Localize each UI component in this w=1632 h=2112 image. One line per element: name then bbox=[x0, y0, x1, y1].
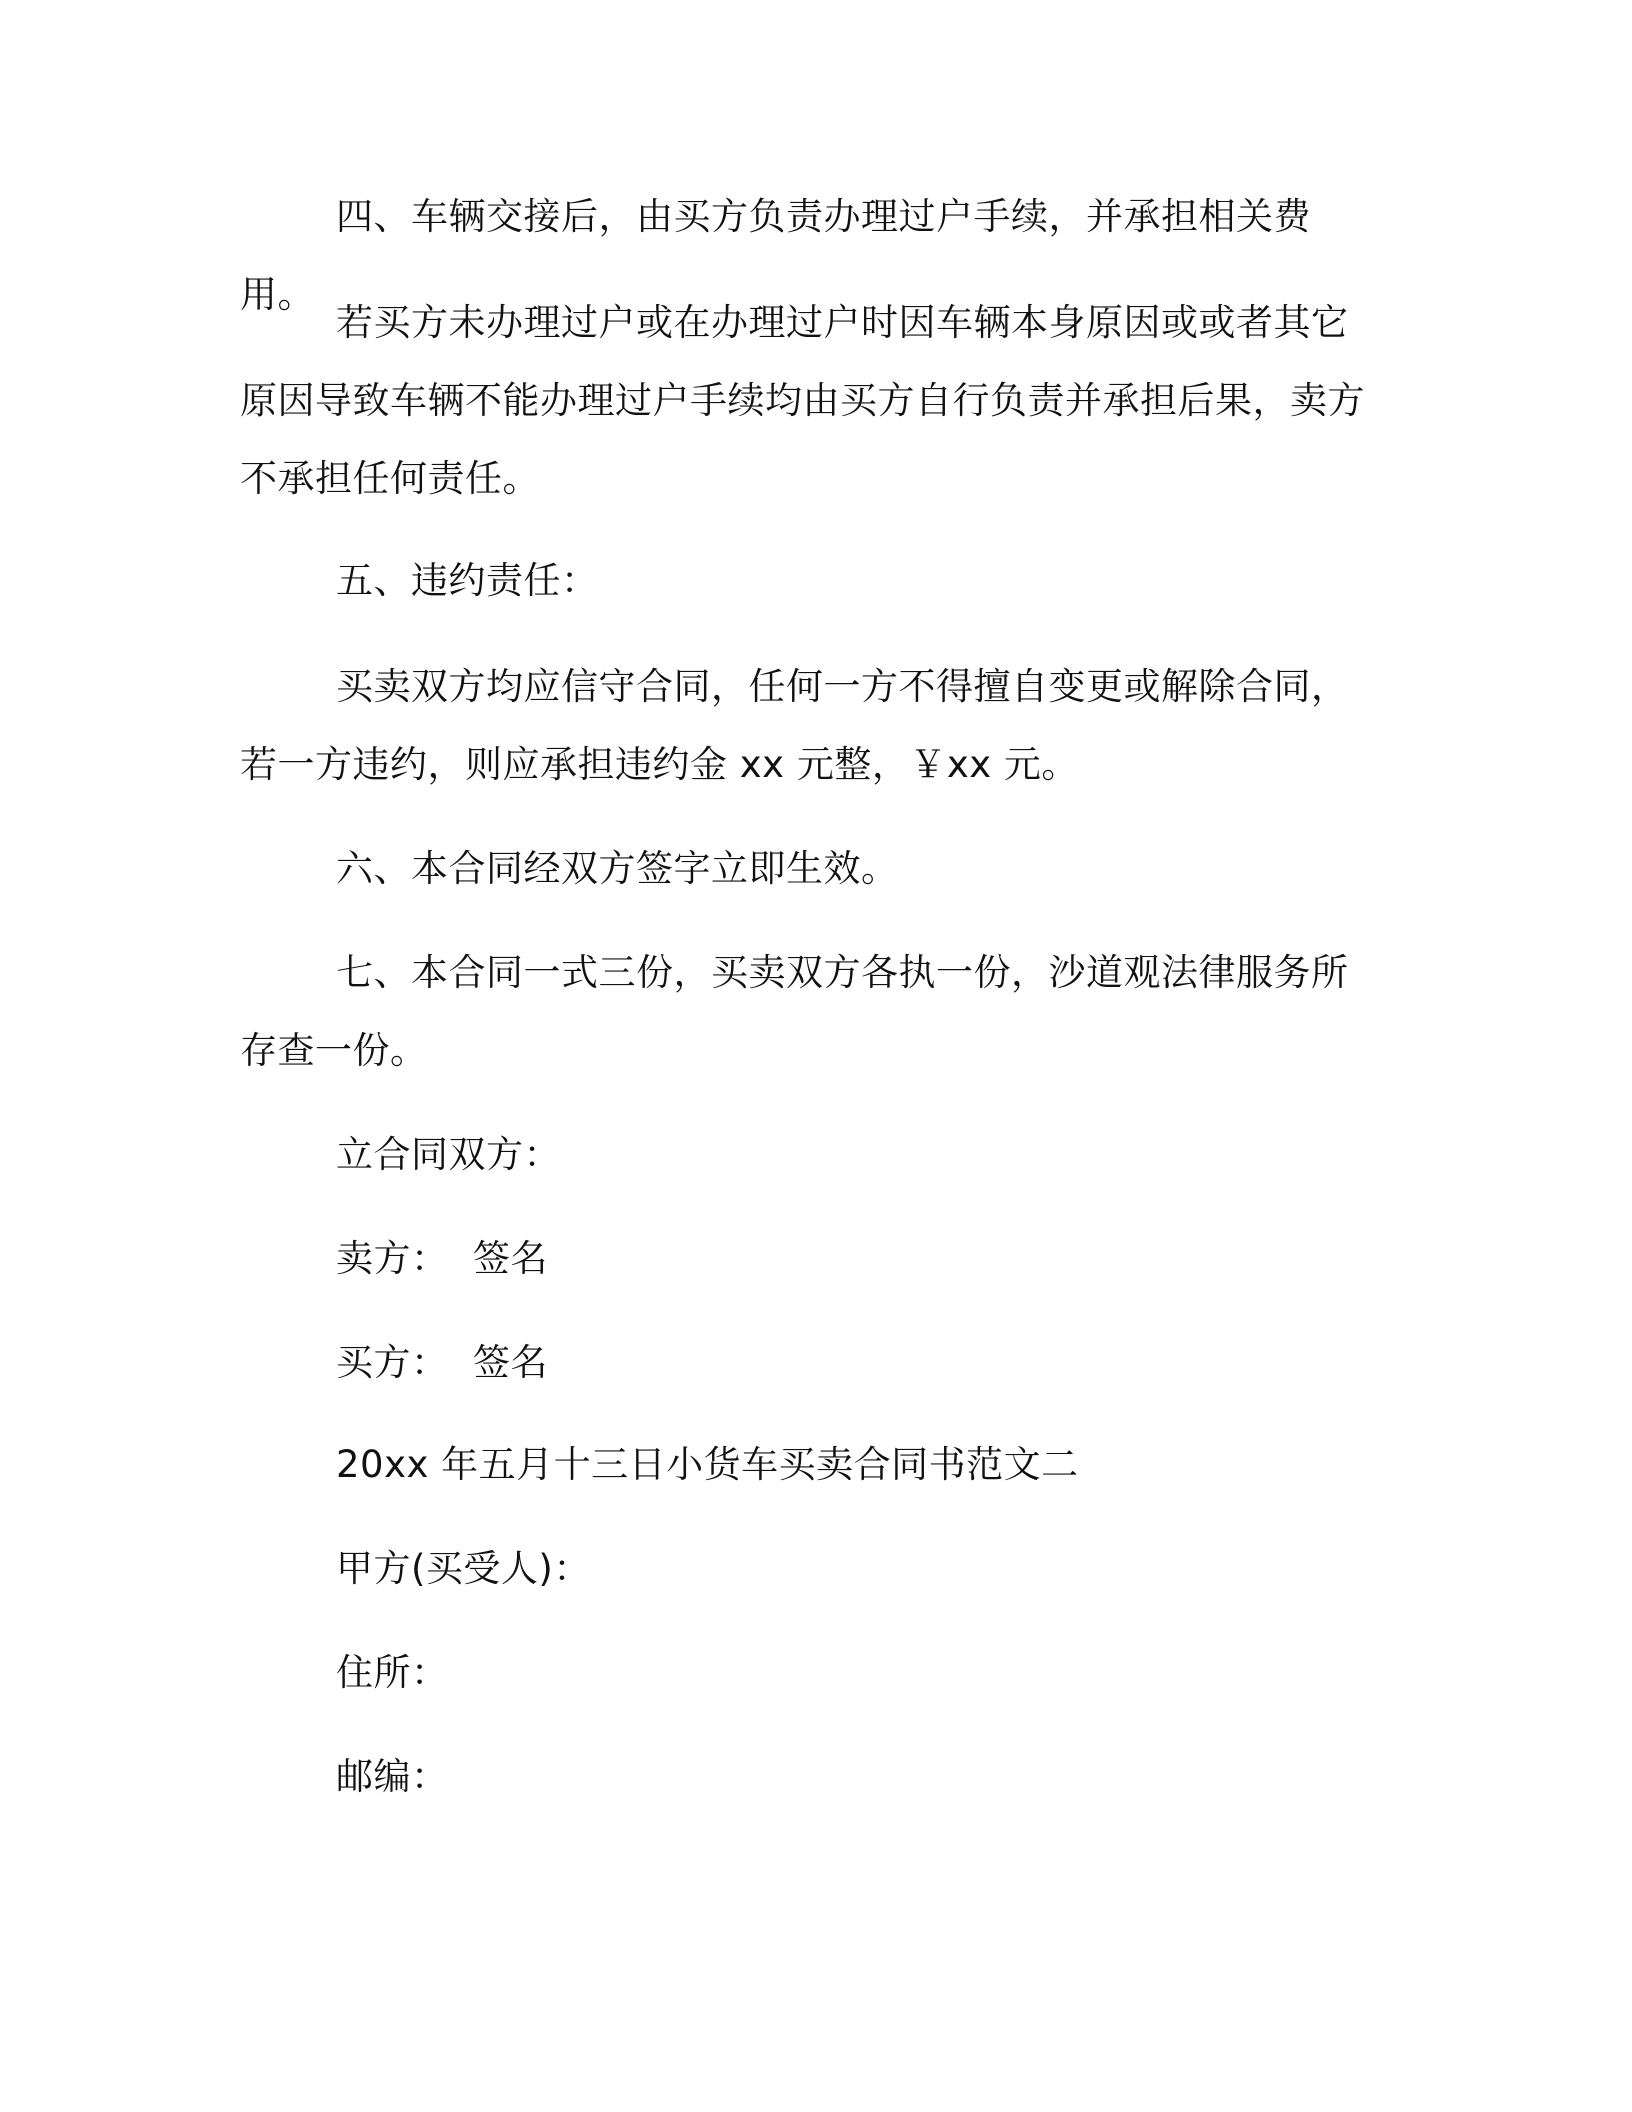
postcode-label: 邮编： bbox=[336, 1755, 449, 1798]
party-a-label: 甲方(买受人)： bbox=[336, 1547, 591, 1590]
parties-heading: 立合同双方： bbox=[336, 1133, 561, 1176]
clause-five-heading: 五、违约责任： bbox=[336, 559, 599, 602]
clause-four: 四、车辆交接后，由买方负责办理过户手续，并承担相关费用。 bbox=[240, 195, 1311, 316]
address-label: 住所： bbox=[336, 1651, 449, 1694]
buyer-signature-line: 买方： 签名 bbox=[336, 1341, 549, 1384]
clause-six: 六、本合同经双方签字立即生效。 bbox=[336, 847, 899, 890]
date-and-title-line: 20xx 年五月十三日小货车买卖合同书范文二 bbox=[336, 1443, 1079, 1486]
clause-five-detail: 买卖双方均应信守合同，任何一方不得擅自变更或解除合同，若一方违约，则应承担违约金 xx 元整，￥xx 元。 bbox=[240, 665, 1349, 786]
seller-signature-line: 卖方： 签名 bbox=[336, 1237, 549, 1280]
clause-four-detail: 若买方未办理过户或在办理过户时因车辆本身原因或或者其它原因导致车辆不能办理过户手续均由买方自行负责并承担后果，卖方不承担任何责任。 bbox=[240, 301, 1365, 500]
clause-seven: 七、本合同一式三份，买卖双方各执一份，沙道观法律服务所存查一份。 bbox=[240, 951, 1349, 1072]
